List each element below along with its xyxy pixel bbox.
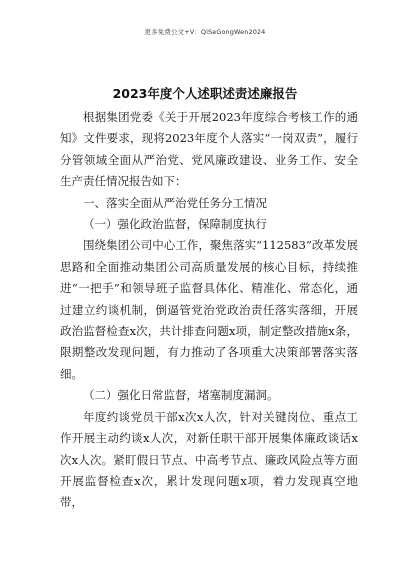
section-heading-1: 一、落实全面从严治党任务分工情况	[83, 195, 267, 210]
header-note: 更多免费公文+V：QiSeGongWen2024	[144, 28, 266, 36]
paragraph-political-supervision: 围绕集团公司中心工作，聚焦落实“112583”改革发展思路和全面推动集团公司高质量发展的核心目标，持续推进“一把手”和领导班子监督具体化、精准化、常态化，通过建立约谈机制，倒逼管党治党政治责任落实落细，开展政治监督检查x次，共计排查问题x项，制定整改措施x条，限期整改发现问题，有力推动了各项重大决策部署落实落细。	[60, 238, 358, 381]
document-title: 2023年度个人述职述责述廉报告	[112, 86, 298, 101]
paragraph-daily-supervision: 年度约谈党员干部x次x人次，针对关键岗位、重点工作开展主动约谈x人次，对新任职干部开展集体廉政谈话x次x人次。紧盯假日节点、中高考节点、廉政风险点等方面开展监督检查x次，累计发现问题x项，着力发现真空地带，	[60, 409, 358, 510]
subsection-heading-2: （二）强化日常监督，堵塞制度漏洞。	[83, 388, 279, 403]
subsection-heading-1: （一）强化政治监督，保障制度执行	[83, 217, 267, 232]
document-body	[60, 107, 358, 514]
paragraph-intro: 根据集团党委《关于开展2023年度综合考核工作的通知》文件要求，现将2023年度个人落实“一岗双责”，履行分管领域全面从严治党、党风廉政建设、业务工作、安全生产责任情况报告如下：	[60, 110, 358, 189]
